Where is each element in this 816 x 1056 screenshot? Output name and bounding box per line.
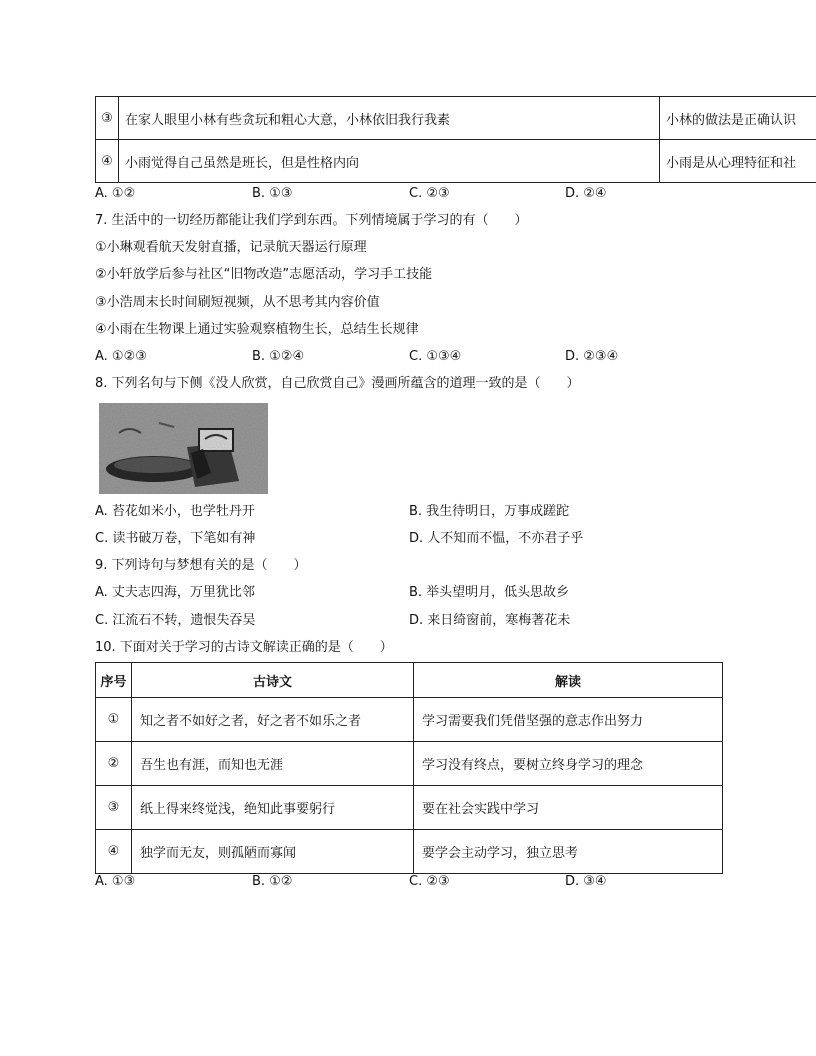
table-row <box>96 742 723 786</box>
q10-option-d: D. ③④ <box>565 874 607 889</box>
table-row <box>96 140 816 183</box>
q8-option-b: B. 我生待明日，万事成蹉跎 <box>409 504 570 519</box>
q10-stem: 10. 下面对关于学习的古诗文解读正确的是（ ） <box>95 640 393 655</box>
header-number: 序号 <box>96 663 132 698</box>
row-number: ① <box>96 698 132 742</box>
q7-option-d: D. ②③④ <box>565 349 619 364</box>
row-content: 小雨觉得自己虽然是班长，但是性格内向 <box>119 140 660 183</box>
q9-option-d: D. 来日绮窗前，寒梅著花未 <box>409 613 571 628</box>
row-judgement: 小林的做法是正确认识 <box>660 97 816 140</box>
table-row <box>96 830 723 874</box>
q6-option-b: B. ①③ <box>252 186 293 201</box>
row-number: ④ <box>96 140 119 183</box>
row-number: ② <box>96 742 132 786</box>
q6-option-a: A. ①② <box>95 186 136 201</box>
q7-option-b: B. ①②④ <box>252 349 305 364</box>
table-header-row <box>96 663 723 698</box>
row-number: ③ <box>96 97 119 140</box>
q7-item-2: ②小轩放学后参与社区“旧物改造”志愿活动，学习手工技能 <box>95 267 433 282</box>
q7-stem: 7. 生活中的一切经历都能让我们学到东西。下列情境属于学习的有（ ） <box>95 213 528 228</box>
row-number: ③ <box>96 786 132 830</box>
row-reading: 要学会主动学习，独立思考 <box>414 830 723 874</box>
q8-option-a: A. 苔花如米小，也学牡丹开 <box>95 504 255 519</box>
row-reading: 学习需要我们凭借坚强的意志作出努力 <box>414 698 723 742</box>
q7-item-4: ④小雨在生物课上通过实验观察植物生长，总结生长规律 <box>95 322 419 337</box>
q8-option-d: D. 人不知而不愠，不亦君子乎 <box>409 531 584 546</box>
row-poem: 独学而无友，则孤陋而寡闻 <box>132 830 414 874</box>
row-poem: 吾生也有涯，而知也无涯 <box>132 742 414 786</box>
q7-option-a: A. ①②③ <box>95 349 147 364</box>
row-poem: 纸上得来终觉浅，绝知此事要躬行 <box>132 786 414 830</box>
table-row <box>96 786 723 830</box>
q10-option-c: C. ②③ <box>409 874 450 889</box>
row-reading: 要在社会实践中学习 <box>414 786 723 830</box>
header-poem: 古诗文 <box>132 663 414 698</box>
table-row <box>96 698 723 742</box>
q10-table <box>95 662 723 874</box>
header-reading: 解读 <box>414 663 723 698</box>
q7-option-c: C. ①③④ <box>409 349 462 364</box>
row-content: 在家人眼里小林有些贪玩和粗心大意，小林依旧我行我素 <box>119 97 660 140</box>
q9-option-c: C. 江流石不转，遗恨失吞吴 <box>95 613 256 628</box>
q7-item-1: ①小琳观看航天发射直播，记录航天器运行原理 <box>95 240 367 255</box>
q10-option-b: B. ①② <box>252 874 293 889</box>
row-reading: 学习没有终点，要树立终身学习的理念 <box>414 742 723 786</box>
q8-stem: 8. 下列名句与下侧《没人欣赏，自己欣赏自己》漫画所蕴含的道理一致的是（ ） <box>95 376 580 391</box>
comic-image <box>99 403 268 494</box>
q8-option-c: C. 读书破万卷，下笔如有神 <box>95 531 256 546</box>
q9-option-a: A. 丈夫志四海，万里犹比邻 <box>95 585 255 600</box>
q6-option-d: D. ②④ <box>565 186 607 201</box>
q6-table <box>95 96 816 183</box>
q9-option-b: B. 举头望明月，低头思故乡 <box>409 585 570 600</box>
row-judgement: 小雨是从心理特征和社 <box>660 140 816 183</box>
table-row <box>96 97 816 140</box>
row-number: ④ <box>96 830 132 874</box>
q7-item-3: ③小浩周末长时间刷短视频，从不思考其内容价值 <box>95 295 380 310</box>
q10-option-a: A. ①③ <box>95 874 136 889</box>
q6-option-c: C. ②③ <box>409 186 450 201</box>
q9-stem: 9. 下列诗句与梦想有关的是（ ） <box>95 558 307 573</box>
row-poem: 知之者不如好之者，好之者不如乐之者 <box>132 698 414 742</box>
